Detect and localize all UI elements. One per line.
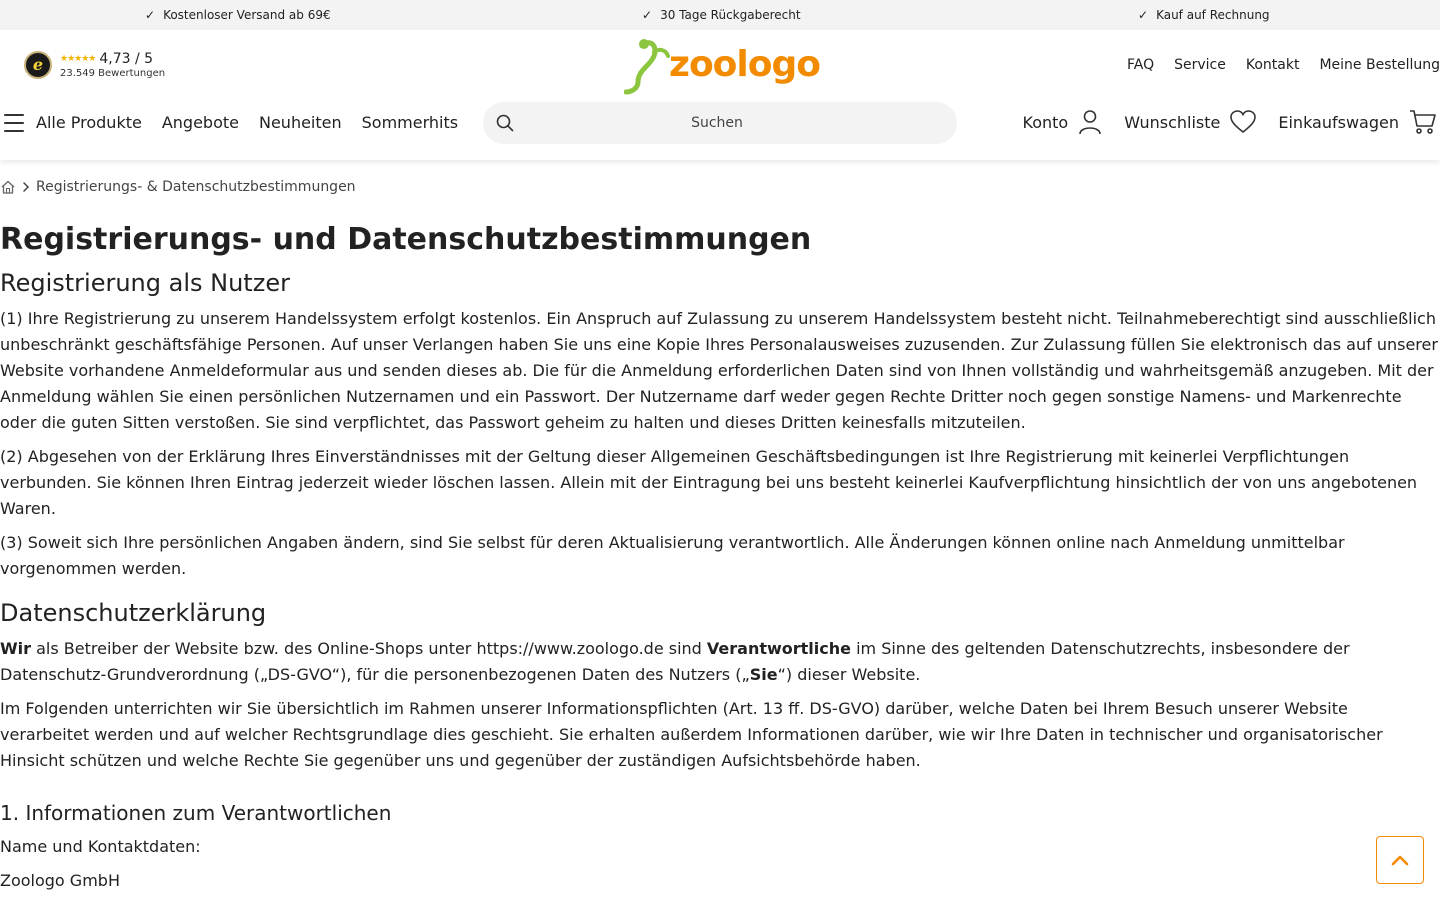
search-icon[interactable] bbox=[496, 114, 514, 132]
usp-item bbox=[1138, 8, 1270, 22]
back-to-top-button[interactable] bbox=[1376, 836, 1424, 884]
check-icon: ✓ bbox=[1138, 8, 1149, 22]
usp-text: Kostenloser Versand ab 69€ bbox=[163, 8, 331, 22]
company-name: Zoologo GmbH bbox=[0, 871, 120, 890]
text: im Sinne des geltenden Datenschutzrechts, insbesondere der Datenschutz-Grundverordnung („DS-GVO“), für die personenbezogenen Daten des Nutzers („ bbox=[0, 639, 1350, 684]
chevron-up-icon bbox=[1390, 854, 1410, 866]
menu-icon[interactable] bbox=[4, 114, 24, 132]
bold-text: Verantwortliche bbox=[706, 639, 851, 658]
bold-text: Wir bbox=[0, 639, 32, 658]
seal-letter: e bbox=[32, 55, 44, 74]
cart-icon bbox=[1409, 109, 1437, 135]
service-nav bbox=[1127, 57, 1440, 73]
page-title: Registrierungs- und Datenschutzbestimmungen bbox=[0, 222, 812, 257]
section-heading-privacy: Datenschutzerklärung bbox=[0, 599, 267, 627]
cart-button[interactable] bbox=[1278, 109, 1437, 135]
trust-review-count: 23.549 Bewertungen bbox=[60, 68, 166, 79]
paragraph: (2) Abgesehen von der Erklärung Ihres Einverständnisses mit der Geltung dieser Allgemeinen Geschäftsbedingungen ist Ihre Registrierung mit keinerlei Verpflichtungen verbunden. Sie können Ihren Eintrag jederzeit wieder löschen lassen. Allein mit der Eintragung bei uns besteht keinerlei Kaufverpflichtung hinsichtlich der von uns angebotenen Waren. bbox=[0, 447, 1418, 518]
search-bar[interactable] bbox=[483, 102, 957, 144]
section-heading-controller: 1. Informationen zum Verantwortlichen bbox=[0, 801, 392, 825]
search-input[interactable] bbox=[527, 102, 907, 144]
trusted-shops-badge[interactable] bbox=[24, 51, 165, 79]
trust-rating-block bbox=[60, 51, 165, 79]
usp-item bbox=[145, 8, 331, 22]
text: als Betreiber der Website bzw. des Online-Shops unter https://www.zoologo.de sind bbox=[31, 639, 707, 658]
spacer bbox=[0, 590, 1440, 598]
service-link-service[interactable]: Service bbox=[1174, 57, 1226, 73]
service-link-kontakt[interactable]: Kontakt bbox=[1245, 57, 1300, 73]
user-icon bbox=[1078, 109, 1102, 135]
header-actions bbox=[1001, 109, 1437, 135]
usp-bar bbox=[0, 0, 1440, 30]
breadcrumb-current: Registrierungs- & Datenschutzbestimmungen bbox=[36, 179, 356, 195]
wishlist-label: Wunschliste bbox=[1124, 112, 1221, 132]
heart-icon bbox=[1230, 110, 1256, 134]
service-link-meine-bestellung[interactable]: Meine Bestellung bbox=[1319, 57, 1440, 73]
main-nav bbox=[4, 113, 478, 132]
trusted-shops-seal-icon bbox=[24, 51, 52, 79]
service-link-faq[interactable]: FAQ bbox=[1126, 57, 1155, 73]
account-label: Konto bbox=[1022, 112, 1069, 132]
check-icon: ✓ bbox=[145, 8, 156, 22]
breadcrumb bbox=[0, 179, 356, 195]
cart-label: Einkaufswagen bbox=[1278, 112, 1399, 132]
star-rating-icon: ★★★★★ bbox=[60, 54, 96, 64]
bold-text: Sie bbox=[749, 665, 778, 684]
trust-rating-line bbox=[60, 51, 165, 67]
usp-text: 30 Tage Rückgaberecht bbox=[660, 8, 801, 22]
logo-text: zoologo bbox=[669, 44, 820, 85]
check-icon: ✓ bbox=[642, 8, 653, 22]
usp-item bbox=[642, 8, 801, 22]
chevron-right-icon bbox=[22, 181, 30, 193]
nav-angebote[interactable]: Angebote bbox=[161, 113, 239, 132]
main-content bbox=[0, 222, 1440, 900]
section-heading-registration: Registrierung als Nutzer bbox=[0, 269, 290, 297]
nav-alle-produkte[interactable]: Alle Produkte bbox=[36, 113, 142, 132]
text: “) dieser Website. bbox=[777, 665, 921, 684]
site-header bbox=[0, 30, 1440, 160]
paragraph: (3) Soweit sich Ihre persönlichen Angaben ändern, sind Sie selbst für deren Aktualisierung verantwortlich. Alle Änderungen können online nach Anmeldung unmittelbar vorgenommen werden. bbox=[0, 533, 1345, 578]
nav-sommerhits[interactable]: Sommerhits bbox=[361, 113, 459, 132]
wishlist-button[interactable] bbox=[1124, 110, 1256, 134]
home-icon[interactable] bbox=[0, 179, 16, 195]
spacer bbox=[0, 782, 1440, 800]
nav-neuheiten[interactable]: Neuheiten bbox=[258, 113, 342, 132]
contact-label: Name und Kontaktdaten: bbox=[0, 837, 201, 856]
site-logo[interactable] bbox=[624, 36, 820, 96]
paragraph: Im Folgenden unterrichten wir Sie übersichtlich im Rahmen unserer Informationspflichten (Art. 13 ff. DS-GVO) darüber, welche Daten bei Ihrem Besuch unserer Website verarbeitet werden und auf welcher Rechtsgrundlage dies geschieht. Sie erhalten außerdem Informationen darüber, wie wir Ihre Daten in technischer und organisatorischer Hinsicht schützen und welche Rechte Sie gegenüber uns und gegenüber der zuständigen Aufsichtsbehörde haben. bbox=[0, 699, 1383, 770]
usp-text: Kauf auf Rechnung bbox=[1156, 8, 1270, 22]
trust-rating: 4,73 / 5 bbox=[99, 51, 154, 67]
paragraph-privacy-intro bbox=[0, 636, 1440, 688]
paragraph: (1) Ihre Registrierung zu unserem Handelssystem erfolgt kostenlos. Ein Anspruch auf Zulassung zu unserem Handelssystem besteht nicht. Teilnahmeberechtigt sind ausschließlich unbeschränkt geschäftsfähige Personen. Auf unser Verlangen haben Sie uns eine Kopie Ihres Personalausweises zuzusenden. Zur Zulassung füllen Sie elektronisch das auf unserer Website vorhandene Anmeldeformular aus und senden dieses ab. Die für die Anmeldung erforderlichen Daten sind von Ihnen vollständig und wahrheitsgemäß anzugeben. Mit der Anmeldung wählen Sie einen persönlichen Nutzernamen und ein Passwort. Der Nutzername darf weder gegen Rechte Dritter noch gegen sonstige Namens- und Markenrechte oder die guten Sitten verstoßen. Sie sind verpflichtet, das Passwort geheim zu halten und dieses Dritten keinesfalls mitzuteilen. bbox=[0, 309, 1438, 432]
account-button[interactable] bbox=[1023, 109, 1103, 135]
